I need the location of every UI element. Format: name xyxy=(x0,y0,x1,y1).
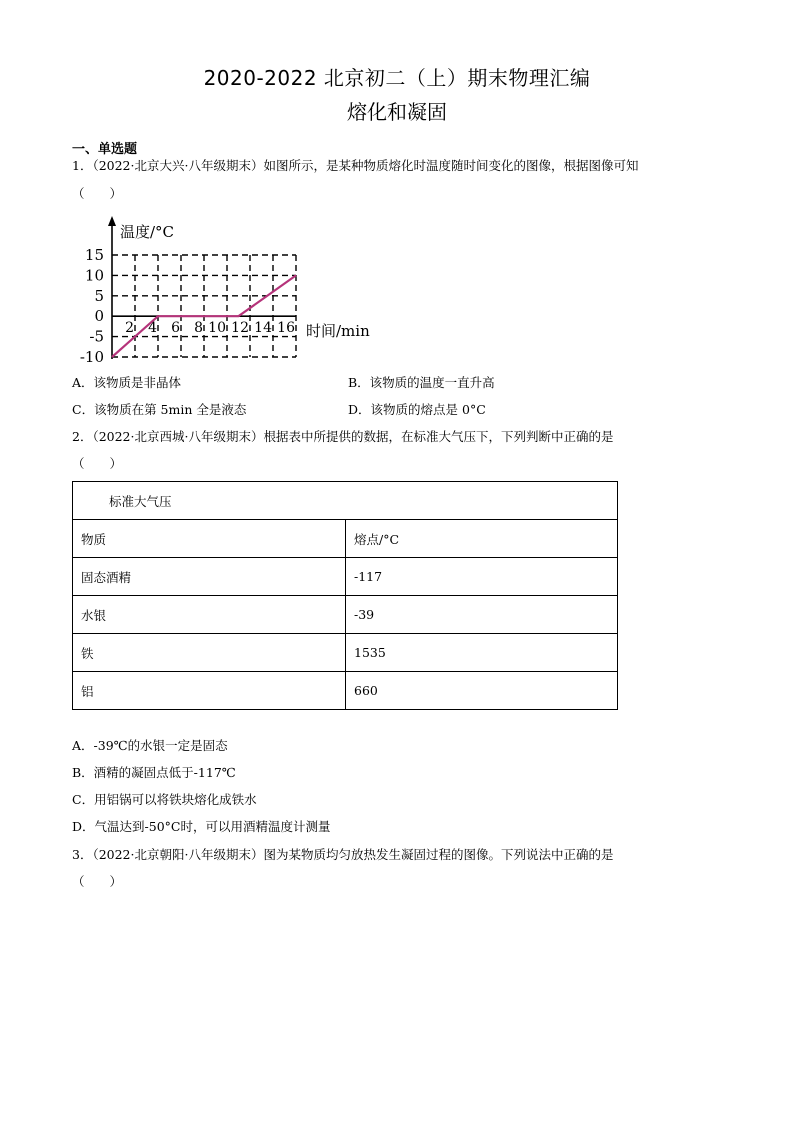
question-2-option-a: A．-39℃的水银一定是固态 xyxy=(72,738,228,753)
y-tick-label: 15 xyxy=(84,246,104,264)
table-cell: -39 xyxy=(346,596,618,634)
table-caption: 标准大气压 xyxy=(73,482,618,520)
table-header-row xyxy=(73,520,618,558)
question-2-answer-blank: （ ） xyxy=(72,456,123,471)
table-cell: 固态酒精 xyxy=(73,558,346,596)
question-1-answer-blank: （ ） xyxy=(72,186,123,201)
table-cell: 1535 xyxy=(346,634,618,672)
temperature-time-graph xyxy=(72,210,370,366)
question-2-option-b: B．酒精的凝固点低于-117℃ xyxy=(72,765,236,780)
y-tick-label: -5 xyxy=(89,327,104,346)
table-row xyxy=(73,558,618,596)
question-3-answer-blank: （ ） xyxy=(72,874,123,889)
y-axis-arrow xyxy=(108,216,116,226)
section-heading: 一、单选题 xyxy=(72,142,138,157)
table-header-melting-point: 熔点/°C xyxy=(346,520,618,558)
x-tick-label: 16 xyxy=(277,320,295,337)
table-caption-row xyxy=(73,482,618,520)
table-cell: 660 xyxy=(346,672,618,710)
table-row xyxy=(73,596,618,634)
question-1-option-d: D．该物质的熔点是 0°C xyxy=(348,402,486,417)
question-1-option-b: B．该物质的温度一直升高 xyxy=(348,375,495,390)
y-axis-label: 温度/°C xyxy=(120,223,175,241)
table-cell: -117 xyxy=(346,558,618,596)
table-cell: 铁 xyxy=(73,634,346,672)
x-tick-label: 14 xyxy=(254,320,272,337)
x-tick-label: 12 xyxy=(231,320,249,337)
question-2-option-c: C．用铝锅可以将铁块熔化成铁水 xyxy=(72,792,257,807)
x-tick-label: 8 xyxy=(194,320,203,337)
table-cell: 水银 xyxy=(73,596,346,634)
question-1-option-a: A．该物质是非晶体 xyxy=(72,375,182,390)
document-title: 2020-2022 北京初二（上）期末物理汇编 xyxy=(203,66,591,90)
question-1-stem: 1．（2022·北京大兴·八年级期末）如图所示，是某种物质熔化时温度随时间变化的图像，根据图像可知 xyxy=(72,158,639,173)
table-header-substance: 物质 xyxy=(73,520,346,558)
question-2-stem: 2．（2022·北京西城·八年级期末）根据表中所提供的数据，在标准大气压下，下列判断中正确的是 xyxy=(72,429,614,444)
question-3-stem: 3．（2022·北京朝阳·八年级期末）图为某物质均匀放热发生凝固过程的图像。下列说法中正确的是 xyxy=(72,847,614,862)
x-tick-label: 10 xyxy=(208,320,226,337)
question-2-option-d: D．气温达到-50°C时，可以用酒精温度计测量 xyxy=(72,819,331,834)
table-row xyxy=(73,672,618,710)
x-tick-label: 6 xyxy=(171,320,180,337)
chart-grid xyxy=(112,255,296,357)
document-subtitle: 熔化和凝固 xyxy=(347,100,447,124)
question-1-option-c: C．该物质在第 5min 全是液态 xyxy=(72,402,247,417)
melting-point-table xyxy=(72,481,618,710)
y-tick-label: -10 xyxy=(79,348,104,366)
table-cell: 铝 xyxy=(73,672,346,710)
table-row xyxy=(73,634,618,672)
y-tick-label: 0 xyxy=(94,307,104,326)
x-tick-label: 4 xyxy=(148,320,157,337)
x-axis-label: 时间/min xyxy=(306,322,370,340)
y-tick-label: 10 xyxy=(84,266,104,285)
y-tick-label: 5 xyxy=(94,286,104,305)
x-tick-label: 2 xyxy=(125,320,134,337)
